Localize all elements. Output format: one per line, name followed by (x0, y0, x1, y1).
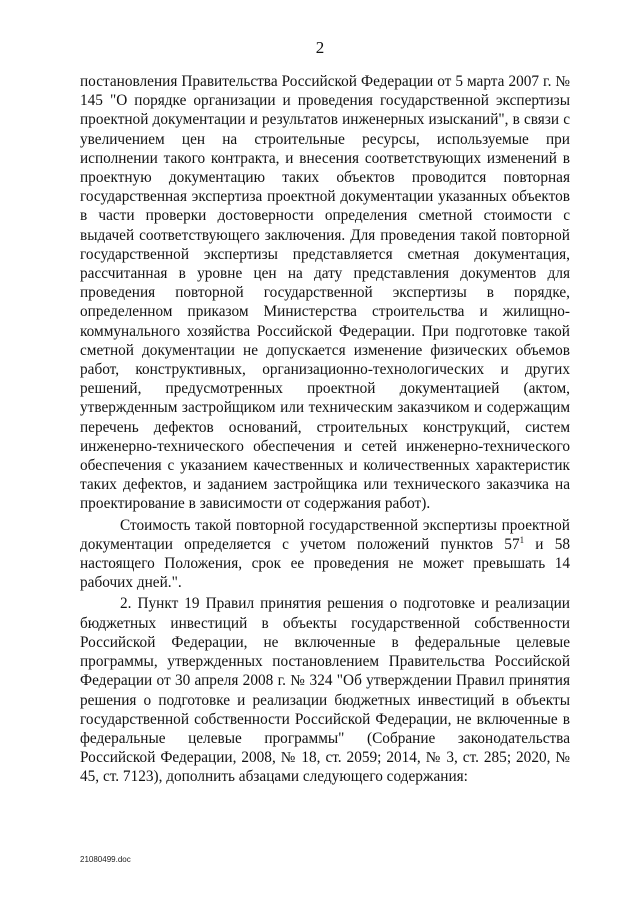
superscript-footnote: 1 (519, 534, 525, 545)
paragraph-cost-text: Стоимость такой повторной государственной экспертизы проектной документации определяется с учетом положений пунктов 57 (80, 516, 570, 553)
page-number: 2 (315, 38, 325, 57)
paragraph-item-2: 2. Пункт 19 Правил принятия решения о подготовке и реализации бюджетных инвестиций в объекты государственной собственности Российской Федерации, не включенные в федеральные целевые программы, утвержденных постановлением Правительства Российской Федерации от 30 апреля 2008 г. № 324 "Об утверждении Правил принятия решения о подготовке и реализации бюджетных инвестиций в объекты государственной собственности Российской Федерации, не включенные в федеральные целевые программы" (Собрание законодательства Российской Федерации, 2008, № 18, ст. 2059; 2014, № 3, ст. 285; 2020, № 45, ст. 7123), дополнить абзацами следующего содержания: (80, 595, 570, 786)
paragraph-cost-text-end: и 58 настоящего Положения, срок ее проведения не может превышать 14 рабочих дней.". (80, 535, 570, 592)
paragraph-continuation: постановления Правительства Российской Федерации от 5 марта 2007 г. № 145 "О порядке организации и проведения государственной экспертизы проектной документации и результатов инженерных изысканий", в связи с увеличением цен на строительные ресурсы, используемые при исполнении такого контракта, и внесения соответствующих изменений в проектную документацию таких объектов проводится повторная государственная экспертиза проектной документации указанных объектов в части проверки достоверности определения сметной стоимости с выдачей соответствующего заключения. Для проведения такой повторной государственной экспертизы представляется сметная документация, рассчитанная в уровне цен на дату представления документов для проведения повторной государственной экспертизы в порядке, определенном приказом Министерства строительства и жилищно-коммунального хозяйства Российской Федерации. При подготовке такой сметной документации не допускается изменение физических объемов работ, конструктивных, организационно-технологических и других решений, предусмотренных проектной документацией (актом, утвержденным застройщиком или техническим заказчиком и содержащим перечень дефектов оснований, строительных конструкций, систем инженерно-технического обеспечения и сетей инженерно-технического обеспечения с указанием качественных и количественных характеристик таких дефектов, и заданием застройщика или технического заказчика на проектирование в зависимости от содержания работ). (80, 73, 570, 513)
document-body (80, 72, 570, 787)
file-name-footer: 21080499.doc (80, 855, 131, 864)
paragraph-cost (80, 516, 570, 593)
